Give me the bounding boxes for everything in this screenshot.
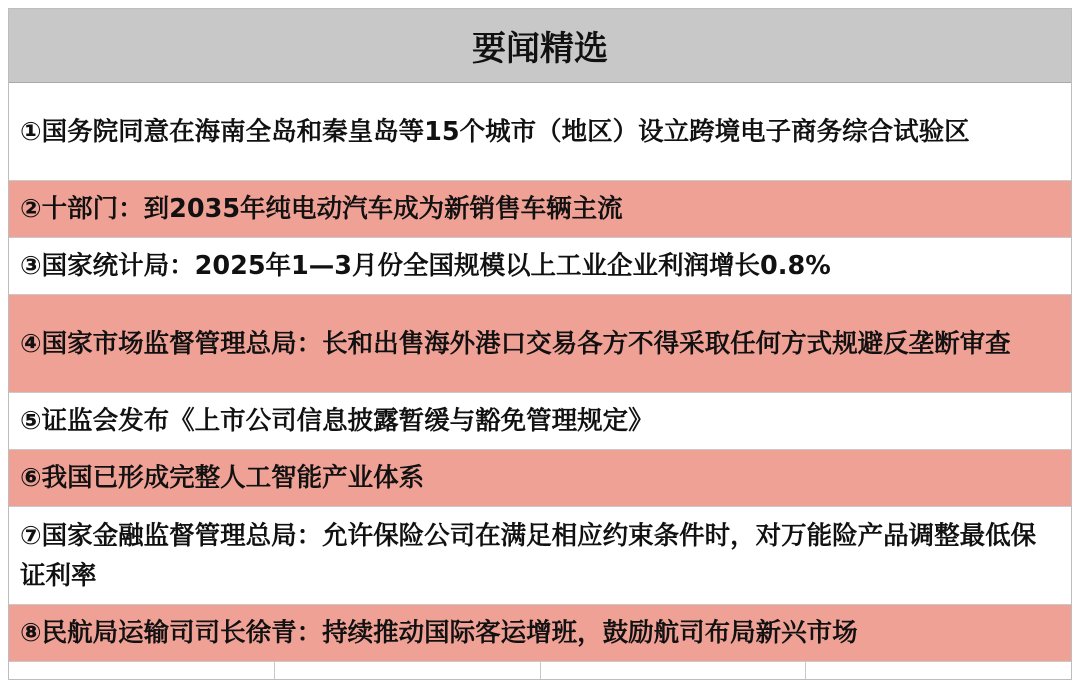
footer-cell <box>541 662 807 680</box>
news-item-8: ⑧民航局运输司司长徐青：持续推动国际客运增班，鼓励航司布局新兴市场 <box>9 605 1071 662</box>
news-item-2: ②十部门：到2035年纯电动汽车成为新销售车辆主流 <box>9 181 1071 238</box>
news-item-4: ④国家市场监督管理总局：长和出售海外港口交易各方不得采取任何方式规避反垄断审查 <box>9 295 1071 393</box>
news-item-3: ③国家统计局：2025年1—3月份全国规模以上工业企业利润增长0.8% <box>9 238 1071 295</box>
footer-cell <box>806 662 1071 680</box>
news-item-6: ⑥我国已形成完整人工智能产业体系 <box>9 450 1071 507</box>
table-footer-cells <box>9 662 1071 680</box>
news-item-7: ⑦国家金融监督管理总局：允许保险公司在满足相应约束条件时，对万能险产品调整最低保证利率 <box>9 507 1071 605</box>
footer-cell <box>9 662 275 680</box>
news-table <box>8 8 1072 680</box>
news-item-1: ①国务院同意在海南全岛和秦皇岛等15个城市（地区）设立跨境电子商务综合试验区 <box>9 83 1071 181</box>
footer-cell <box>275 662 541 680</box>
news-item-5: ⑤证监会发布《上市公司信息披露暂缓与豁免管理规定》 <box>9 393 1071 450</box>
page-title: 要闻精选 <box>9 9 1071 83</box>
